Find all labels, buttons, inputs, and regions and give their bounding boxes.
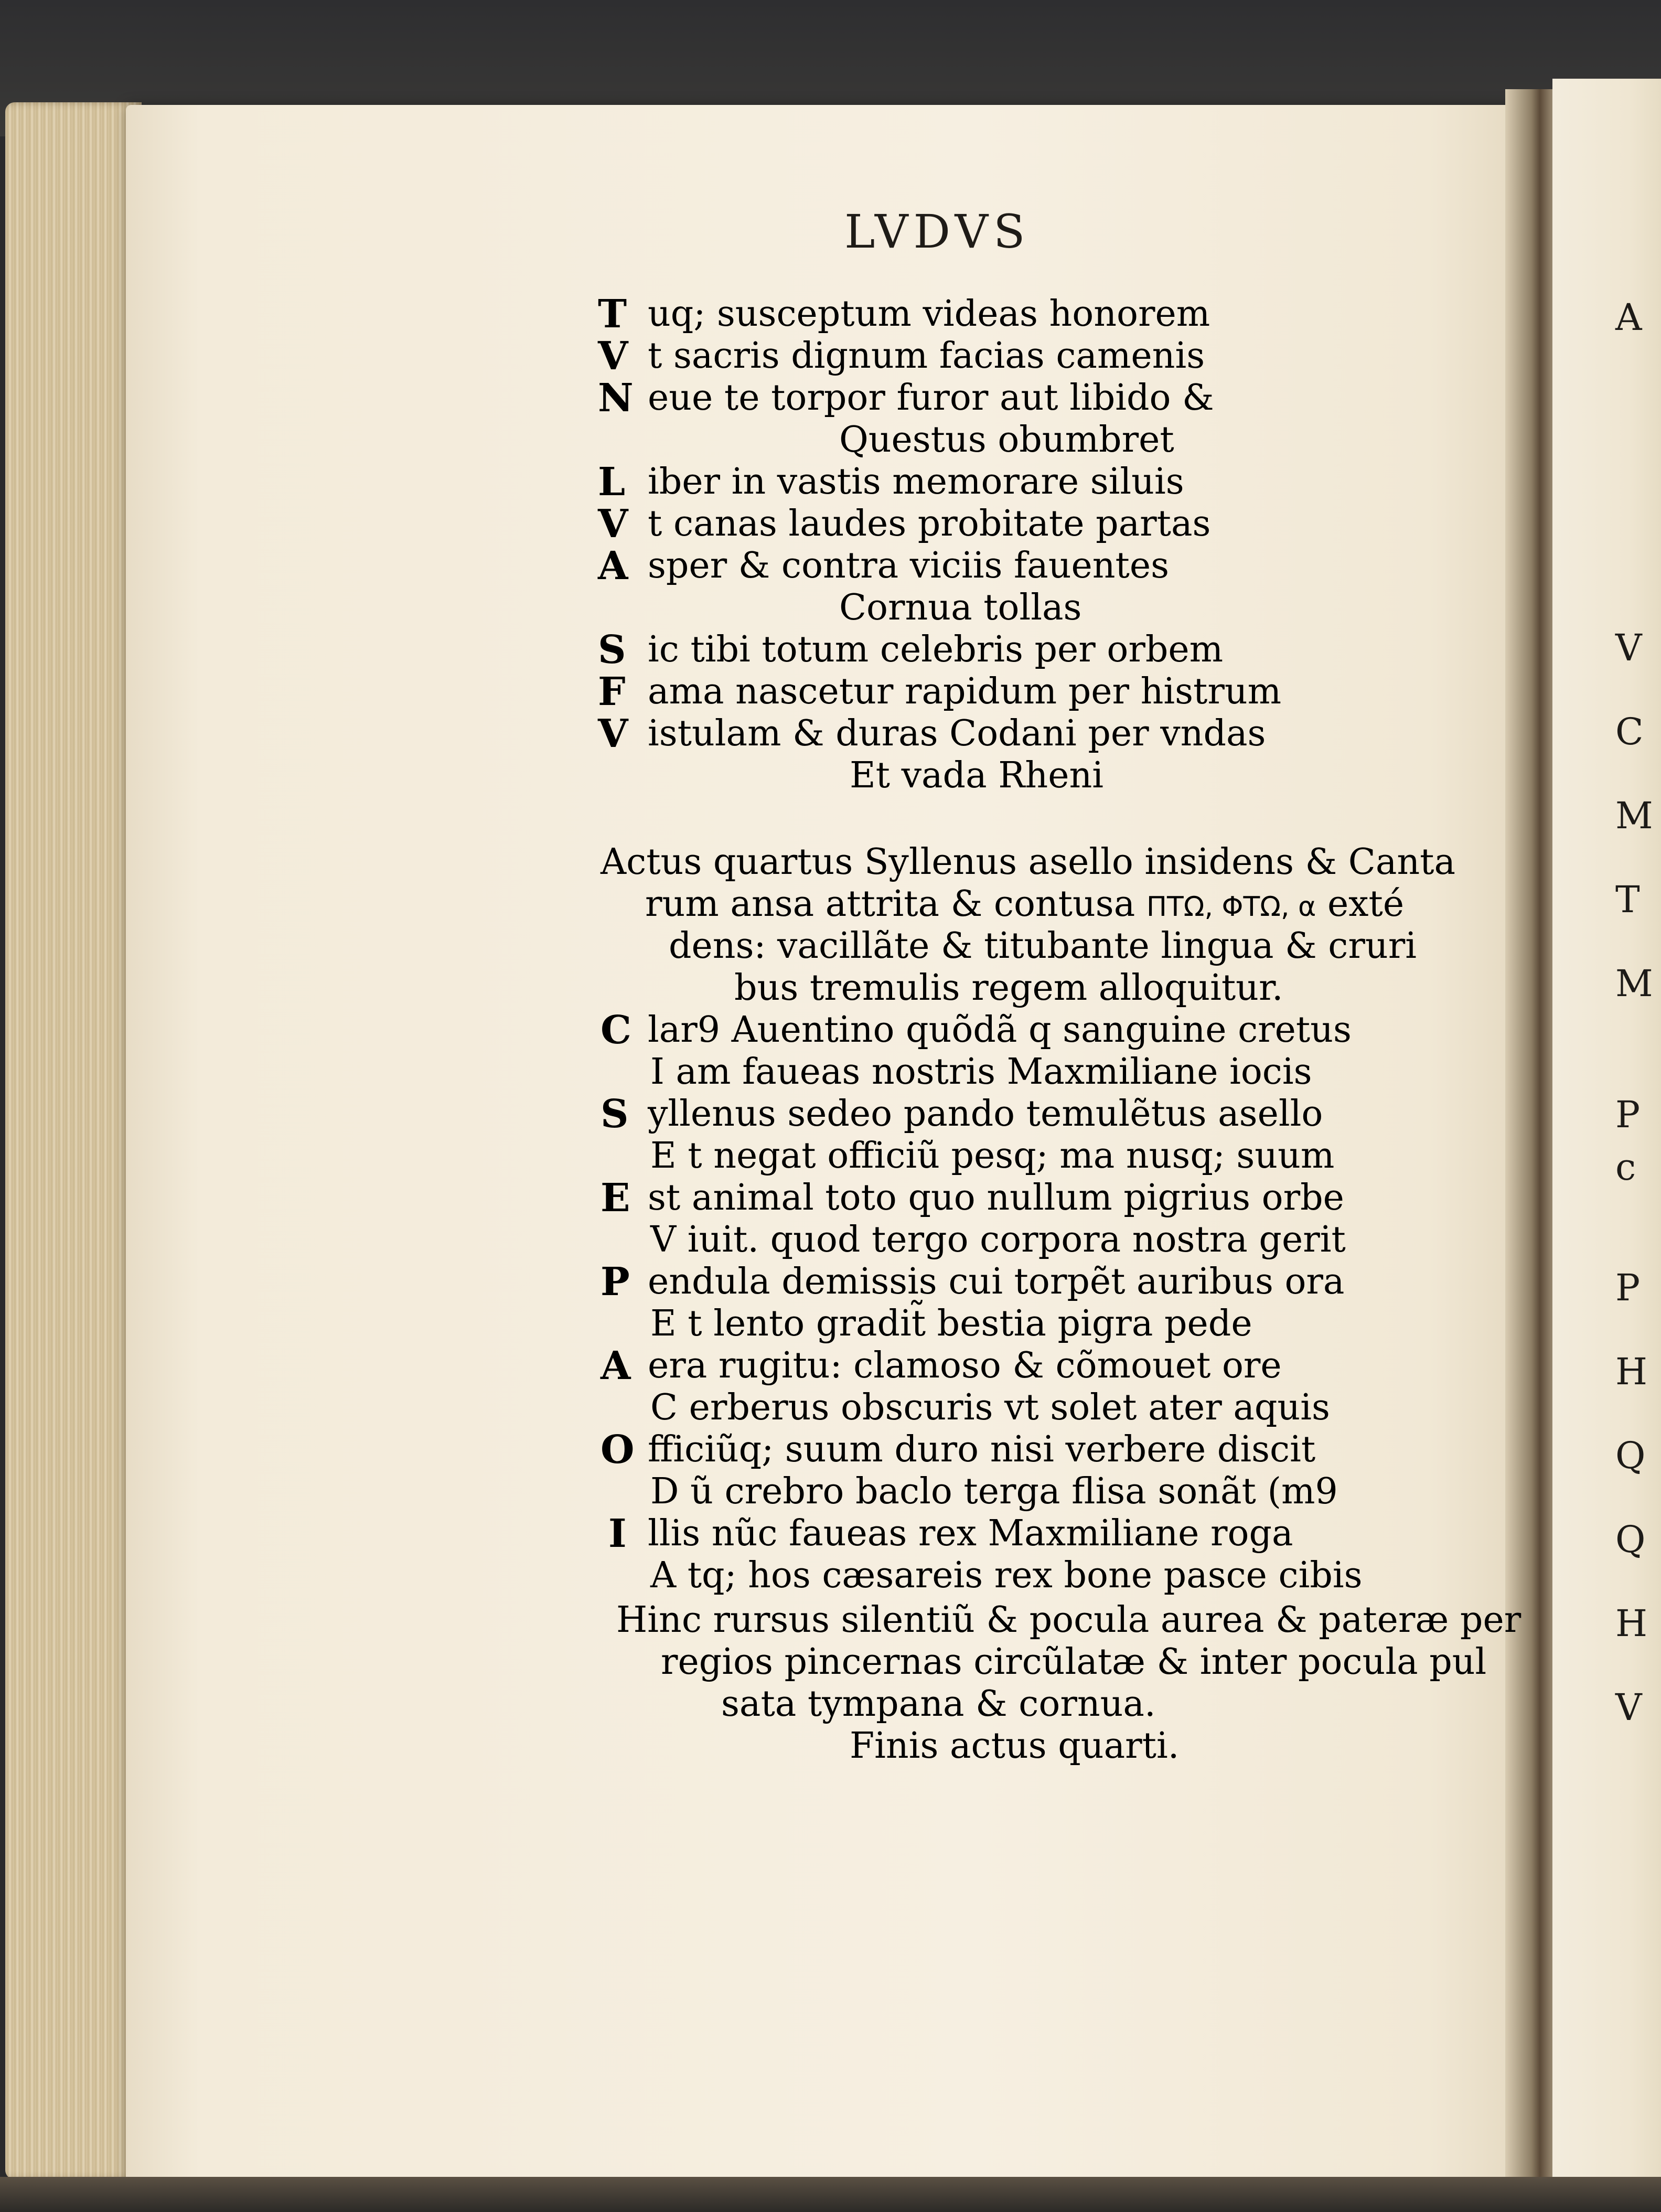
facing-page-fragment: M: [1615, 794, 1653, 837]
verse-line: iber in vastis memorare siluis: [648, 461, 1184, 503]
verse-line: Et vada Rheni: [850, 755, 1104, 796]
facing-page-fragment: C: [1615, 710, 1644, 753]
initial-capital: V: [598, 334, 628, 379]
verse-line: V iuit. quod tergo corpora nostra gerit: [650, 1219, 1346, 1260]
closing-line: regios pincernas circũlatæ & inter pocula pul: [661, 1641, 1487, 1683]
act-heading-text: exté: [1327, 883, 1405, 925]
initial-capital: S: [601, 1092, 629, 1137]
verse-line: endula demissis cui torpẽt auribus ora: [648, 1261, 1345, 1302]
initial-capital: V: [598, 711, 628, 756]
initial-capital: A: [598, 543, 628, 589]
greek-phrase: ΠΤΩ, ΦΤΩ, α: [1146, 891, 1316, 923]
initial-capital: V: [598, 501, 628, 547]
facing-page-fragment: Q: [1615, 1518, 1646, 1561]
facing-page-fragment: P: [1615, 1266, 1641, 1309]
facing-page-fragment: H: [1615, 1602, 1648, 1645]
initial-capital: E: [601, 1176, 630, 1221]
verse-line: A tq; hos cæsareis rex bone pasce cibis: [650, 1555, 1363, 1596]
facing-page-fragment: V: [1615, 626, 1642, 669]
act-heading-line: Actus quartus Syllenus asello insidens & Canta: [601, 841, 1456, 883]
facing-page-fragment: Q: [1615, 1434, 1646, 1477]
page-edges: [5, 102, 142, 2179]
finis-line: Finis actus quarti.: [850, 1725, 1180, 1767]
verse-line: ama nascetur rapidum per histrum: [648, 671, 1282, 712]
verse-line: istulam & duras Codani per vndas: [648, 713, 1266, 754]
initial-capital: P: [601, 1259, 630, 1305]
initial-capital: O: [601, 1427, 635, 1472]
verse-line: sper & contra viciis fauentes: [648, 545, 1170, 586]
facing-page-fragment: c: [1615, 1146, 1636, 1189]
verse-line: Questus obumbret: [839, 419, 1174, 461]
closing-line: Hinc rursus silentiũ & pocula aurea & pateræ per: [616, 1599, 1521, 1641]
verse-line: st animal toto quo nullum pigrius orbe: [648, 1177, 1344, 1219]
facing-page-fragment: M: [1615, 962, 1653, 1005]
act-heading-text: rum ansa attrita & contusa: [645, 883, 1135, 925]
verse-line: E t lento gradit̃ bestia pigra pede: [650, 1303, 1252, 1344]
facing-page-fragment: V: [1615, 1686, 1642, 1729]
bottom-shadow: [0, 2177, 1661, 2212]
verse-line: ic tibi totum celebris per orbem: [648, 629, 1224, 670]
act-heading-line: dens: vacillãte & titubante lingua & cruri: [669, 925, 1417, 967]
facing-page-fragment: P: [1615, 1093, 1641, 1136]
act-heading-line: bus tremulis regem alloquitur.: [734, 967, 1283, 1009]
initial-capital: C: [601, 1008, 631, 1053]
verse-line: Cornua tollas: [839, 587, 1082, 628]
facing-page: [1552, 79, 1661, 2198]
initial-capital: S: [598, 627, 626, 672]
running-head: LVDVS: [844, 205, 1031, 259]
initial-capital: A: [601, 1343, 631, 1388]
initial-capital: N: [598, 376, 634, 421]
facing-page-fragment: T: [1615, 878, 1640, 921]
facing-page-fragment: A: [1615, 296, 1642, 339]
verse-line: t canas laudes probitate partas: [648, 503, 1211, 544]
initial-capital: T: [598, 292, 627, 337]
verse-line: uq; susceptum videas honorem: [648, 293, 1210, 335]
facing-page-fragment: H: [1615, 1350, 1648, 1393]
verse-line: eue te torpor furor aut libido &: [648, 377, 1214, 419]
verse-line: era rugitu: clamoso & cõmouet ore: [648, 1345, 1282, 1386]
verse-line: t sacris dignum facias camenis: [648, 335, 1205, 377]
verse-line: I am faueas nostris Maxmiliane iocis: [650, 1051, 1312, 1093]
initial-capital: I: [608, 1511, 627, 1556]
verse-line: C erberus obscuris vt solet ater aquis: [650, 1387, 1330, 1428]
act-heading-line: [645, 883, 1405, 925]
initial-capital: F: [598, 669, 626, 714]
verse-line: D ũ crebro baclo terga flisa sonãt (m9: [650, 1471, 1338, 1512]
verse-line: yllenus sedeo pando temulẽtus asello: [648, 1093, 1323, 1135]
initial-capital: L: [598, 460, 626, 505]
verse-line: E t negat officiũ pesq; ma nusq; suum: [650, 1135, 1335, 1177]
closing-line: sata tympana & cornua.: [721, 1683, 1156, 1725]
verse-line: fficiũq; suum duro nisi verbere discit: [648, 1429, 1316, 1470]
verse-line: llis nũc faueas rex Maxmiliane roga: [648, 1513, 1293, 1554]
verse-line: lar9 Auentino quõdã q sanguine cretus: [648, 1009, 1352, 1051]
